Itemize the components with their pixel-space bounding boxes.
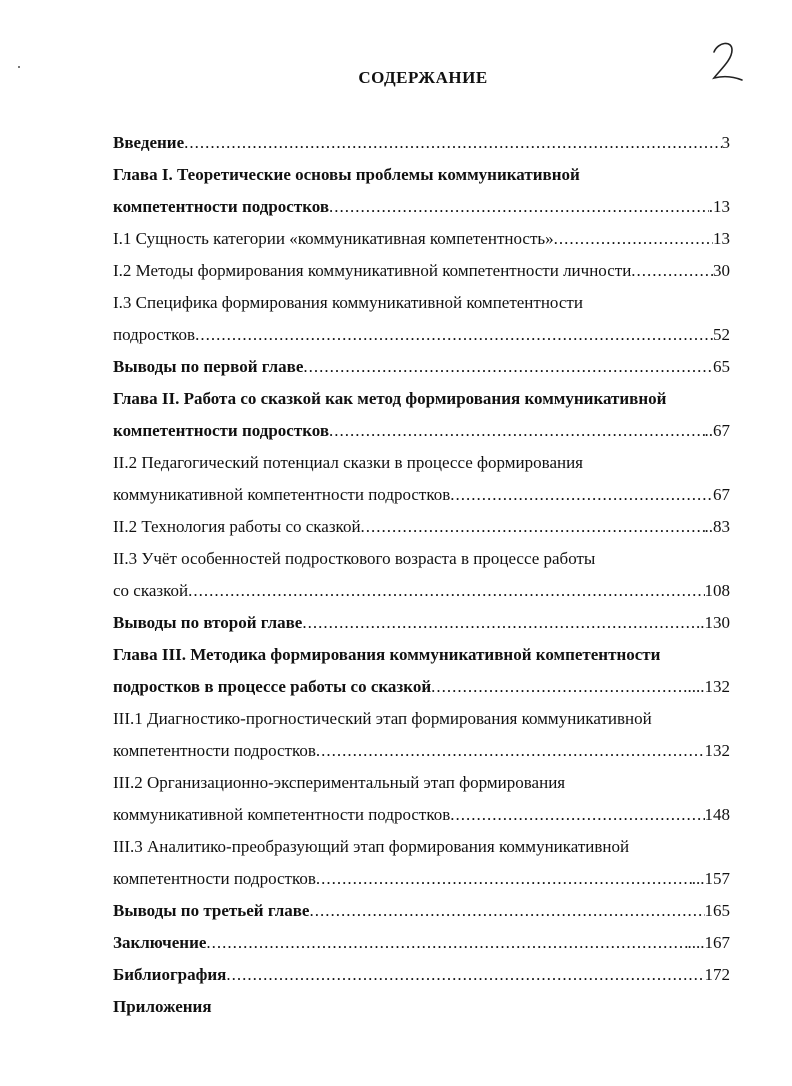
toc-entry-page: 30 [713,261,730,280]
toc-entry-title: Глава III. Методика формирования коммуникативной компетентности [113,645,661,664]
toc-leader-dots [195,324,713,346]
toc-entry-title: компетентности подростков [113,197,330,216]
toc-entry [113,772,730,794]
toc-entry-page: 67 [713,485,730,504]
toc-leader-dots [631,260,713,282]
toc-leader-dots [329,420,704,442]
toc-entry-title: Заключение [113,933,207,952]
toc-entry [113,228,730,250]
toc-leader-dots [554,228,713,250]
toc-entry-page: ...157 [691,869,730,888]
toc-entry-page: ..67 [704,421,730,440]
toc-entry-page: 13 [713,229,730,248]
toc-entry [113,996,730,1018]
toc-entry-title: Выводы по третьей главе [113,901,310,920]
toc-entry-title: Глава II. Работа со сказкой как метод формирования коммуникативной [113,389,667,408]
toc-entry [113,644,730,666]
toc-leader-dots [431,676,687,698]
toc-entry [113,420,730,442]
toc-leader-dots [206,932,687,954]
toc-entry-title: со сказкой [113,581,189,600]
toc-entry-title: компетентности подростков [113,421,330,440]
toc-leader-dots [316,740,705,762]
toc-leader-dots [309,900,704,922]
toc-entry-title: I.2 Методы формирования коммуникативной компетентности личности [113,261,632,280]
toc-entry-title: I.3 Специфика формирования коммуникативной компетентности [113,293,583,312]
toc-entry [113,452,730,474]
toc-entry-title: коммуникативной компетентности подростков [113,485,451,504]
toc-entry [113,484,730,506]
toc-entry-title: компетентности подростков [113,741,316,760]
toc-entry-title: компетентности подростков [113,869,316,888]
toc-entry-page: ..130 [696,613,730,632]
toc-entry [113,196,730,218]
toc-entry [113,836,730,858]
toc-entry-title: Выводы по первой главе [113,357,304,376]
toc-entry [113,676,730,698]
toc-entry-title: Введение [113,133,185,152]
toc-entry [113,900,730,922]
page-title: СОДЕРЖАНИЕ [358,68,488,87]
toc-entry [113,260,730,282]
toc-entry-page: 108 [704,581,730,600]
toc-leader-dots [226,964,704,986]
toc-entry [113,132,730,154]
toc-entry-title: подростков [113,325,196,344]
toc-leader-dots [329,196,709,218]
toc-leader-dots [302,612,696,634]
toc-entry [113,868,730,890]
toc-entry-title: II.2 Технология работы со сказкой [113,517,361,536]
toc-leader-dots [450,484,713,506]
toc-entry-title: Приложения [113,997,212,1016]
toc-entry [113,804,730,826]
toc-entry-page: 3 [721,133,730,152]
toc-entry-page: 165 [704,901,730,920]
toc-entry [113,548,730,570]
toc-entry-page: ..83 [704,517,730,536]
toc-entry-title: III.3 Аналитико-преобразующий этап формирования коммуникативной [113,837,630,856]
toc-entry-page: 148 [704,805,730,824]
toc-leader-dots [188,580,704,602]
toc-entry [113,964,730,986]
toc-entry [113,932,730,954]
toc-entry [113,708,730,730]
toc-entry [113,740,730,762]
toc-entry-title: III.2 Организационно-экспериментальный этап формирования [113,773,566,792]
toc-entry-page: 65 [713,357,730,376]
toc-entry-title: I.1 Сущность категории «коммуникативная компетентность» [113,229,554,248]
toc-entry-title: Выводы по второй главе [113,613,303,632]
toc-entry-page: .13 [708,197,730,216]
toc-entry [113,356,730,378]
toc-entry [113,324,730,346]
toc-entry-title: Библиография [113,965,227,984]
toc-entry-title: подростков в процессе работы со сказкой [113,677,432,696]
toc-entry-page: ....167 [687,933,730,952]
toc-entry [113,516,730,538]
toc-leader-dots [361,516,705,538]
toc-leader-dots [316,868,692,890]
toc-entry [113,580,730,602]
toc-leader-dots [450,804,704,826]
toc-entry-page: 172 [704,965,730,984]
toc-entry-title: II.2 Педагогический потенциал сказки в процессе формирования [113,453,583,472]
toc-entry-title: III.1 Диагностико-прогностический этап формирования коммуникативной [113,709,652,728]
toc-entry-page: 132 [704,741,730,760]
toc-leader-dots [303,356,713,378]
toc-entry-title: II.3 Учёт особенностей подросткового возраста в процессе работы [113,549,596,568]
toc-entry [113,164,730,186]
toc-entry-title: Глава I. Теоретические основы проблемы коммуникативной [113,165,580,184]
toc-entry [113,292,730,314]
toc-entry-page: 52 [713,325,730,344]
toc-entry [113,612,730,634]
toc-entry [113,388,730,410]
toc-entry-page: ....132 [687,677,730,696]
toc-leader-dots [184,132,721,154]
toc-entry-title: коммуникативной компетентности подростков [113,805,451,824]
